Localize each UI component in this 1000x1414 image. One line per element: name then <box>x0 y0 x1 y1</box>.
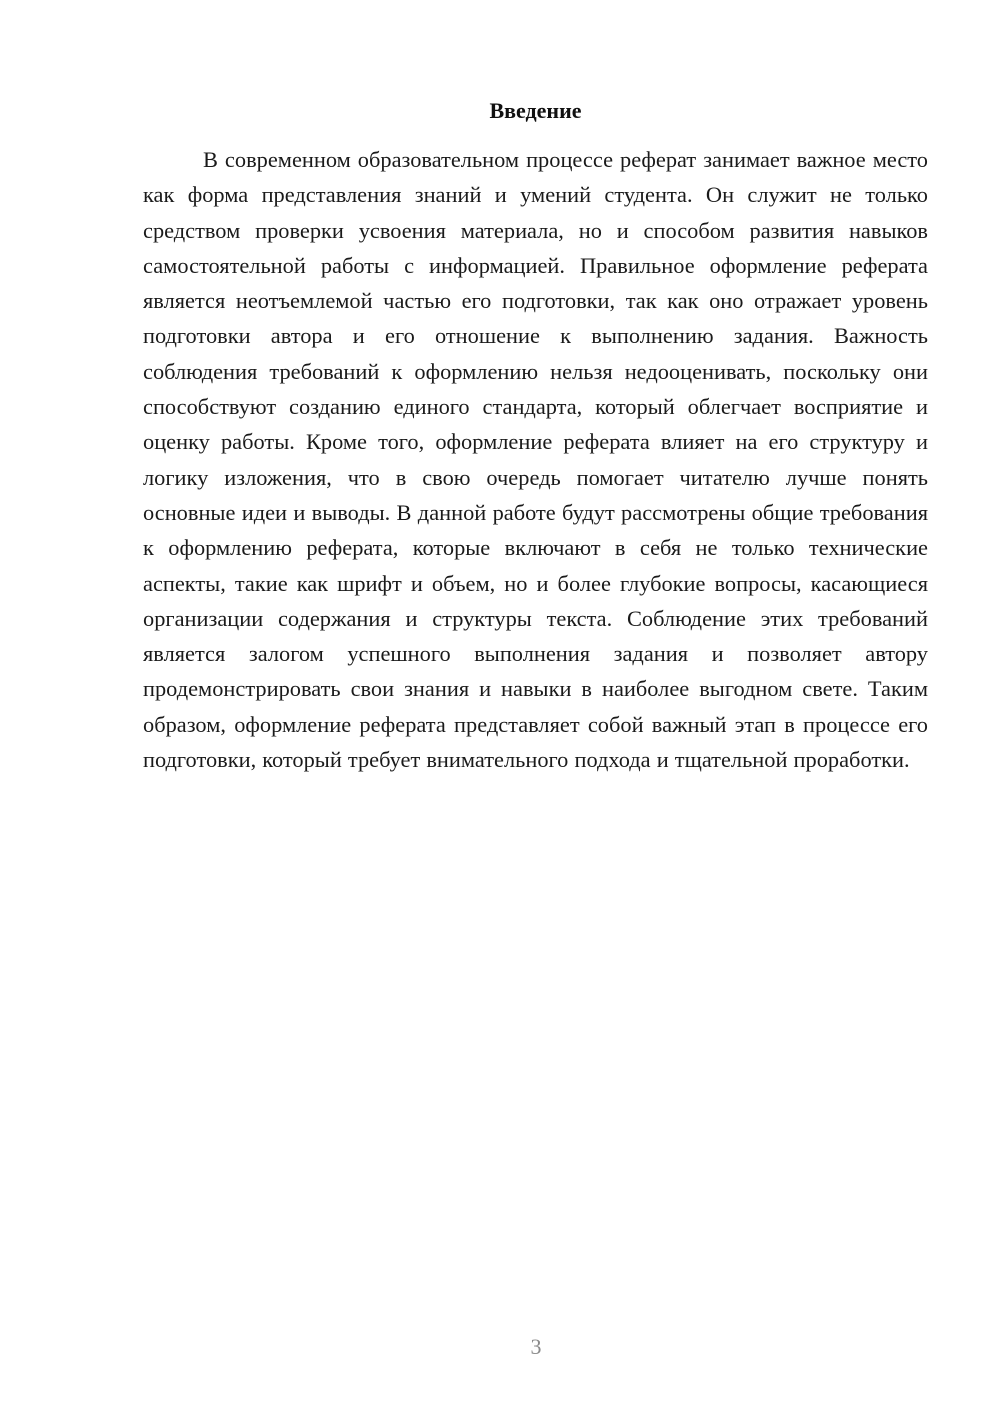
body-paragraph: В современном образовательном процессе реферат занимает важное место как форма представления знаний и умений студента. Он служит не только средством проверки усвоения материала, но и способом развития навыков самостоятельной работы с информацией. Правильное оформление реферата является неотъемлемой частью его подготовки, так как оно отражает уровень подготовки автора и его отношение к выполнению задания. Важность соблюдения требований к оформлению нельзя недооценивать, поскольку они способствуют созданию единого стандарта, который облегчает восприятие и оценку работы. Кроме того, оформление реферата влияет на его структуру и логику изложения, что в свою очередь помогает читателю лучше понять основные идеи и выводы. В данной работе будут рассмотрены общие требования к оформлению реферата, которые включают в себя не только технические аспекты, такие как шрифт и объем, но и более глубокие вопросы, касающиеся организации содержания и структуры текста. Соблюдение этих требований является залогом успешного выполнения задания и позволяет автору продемонстрировать свои знания и навыки в наиболее выгодном свете. Таким образом, оформление реферата представляет собой важный этап в процессе его подготовки, который требует внимательного подхода и тщательной проработки. <box>143 147 928 773</box>
section-heading: Введение <box>489 98 582 123</box>
page-number: 3 <box>530 1334 542 1359</box>
